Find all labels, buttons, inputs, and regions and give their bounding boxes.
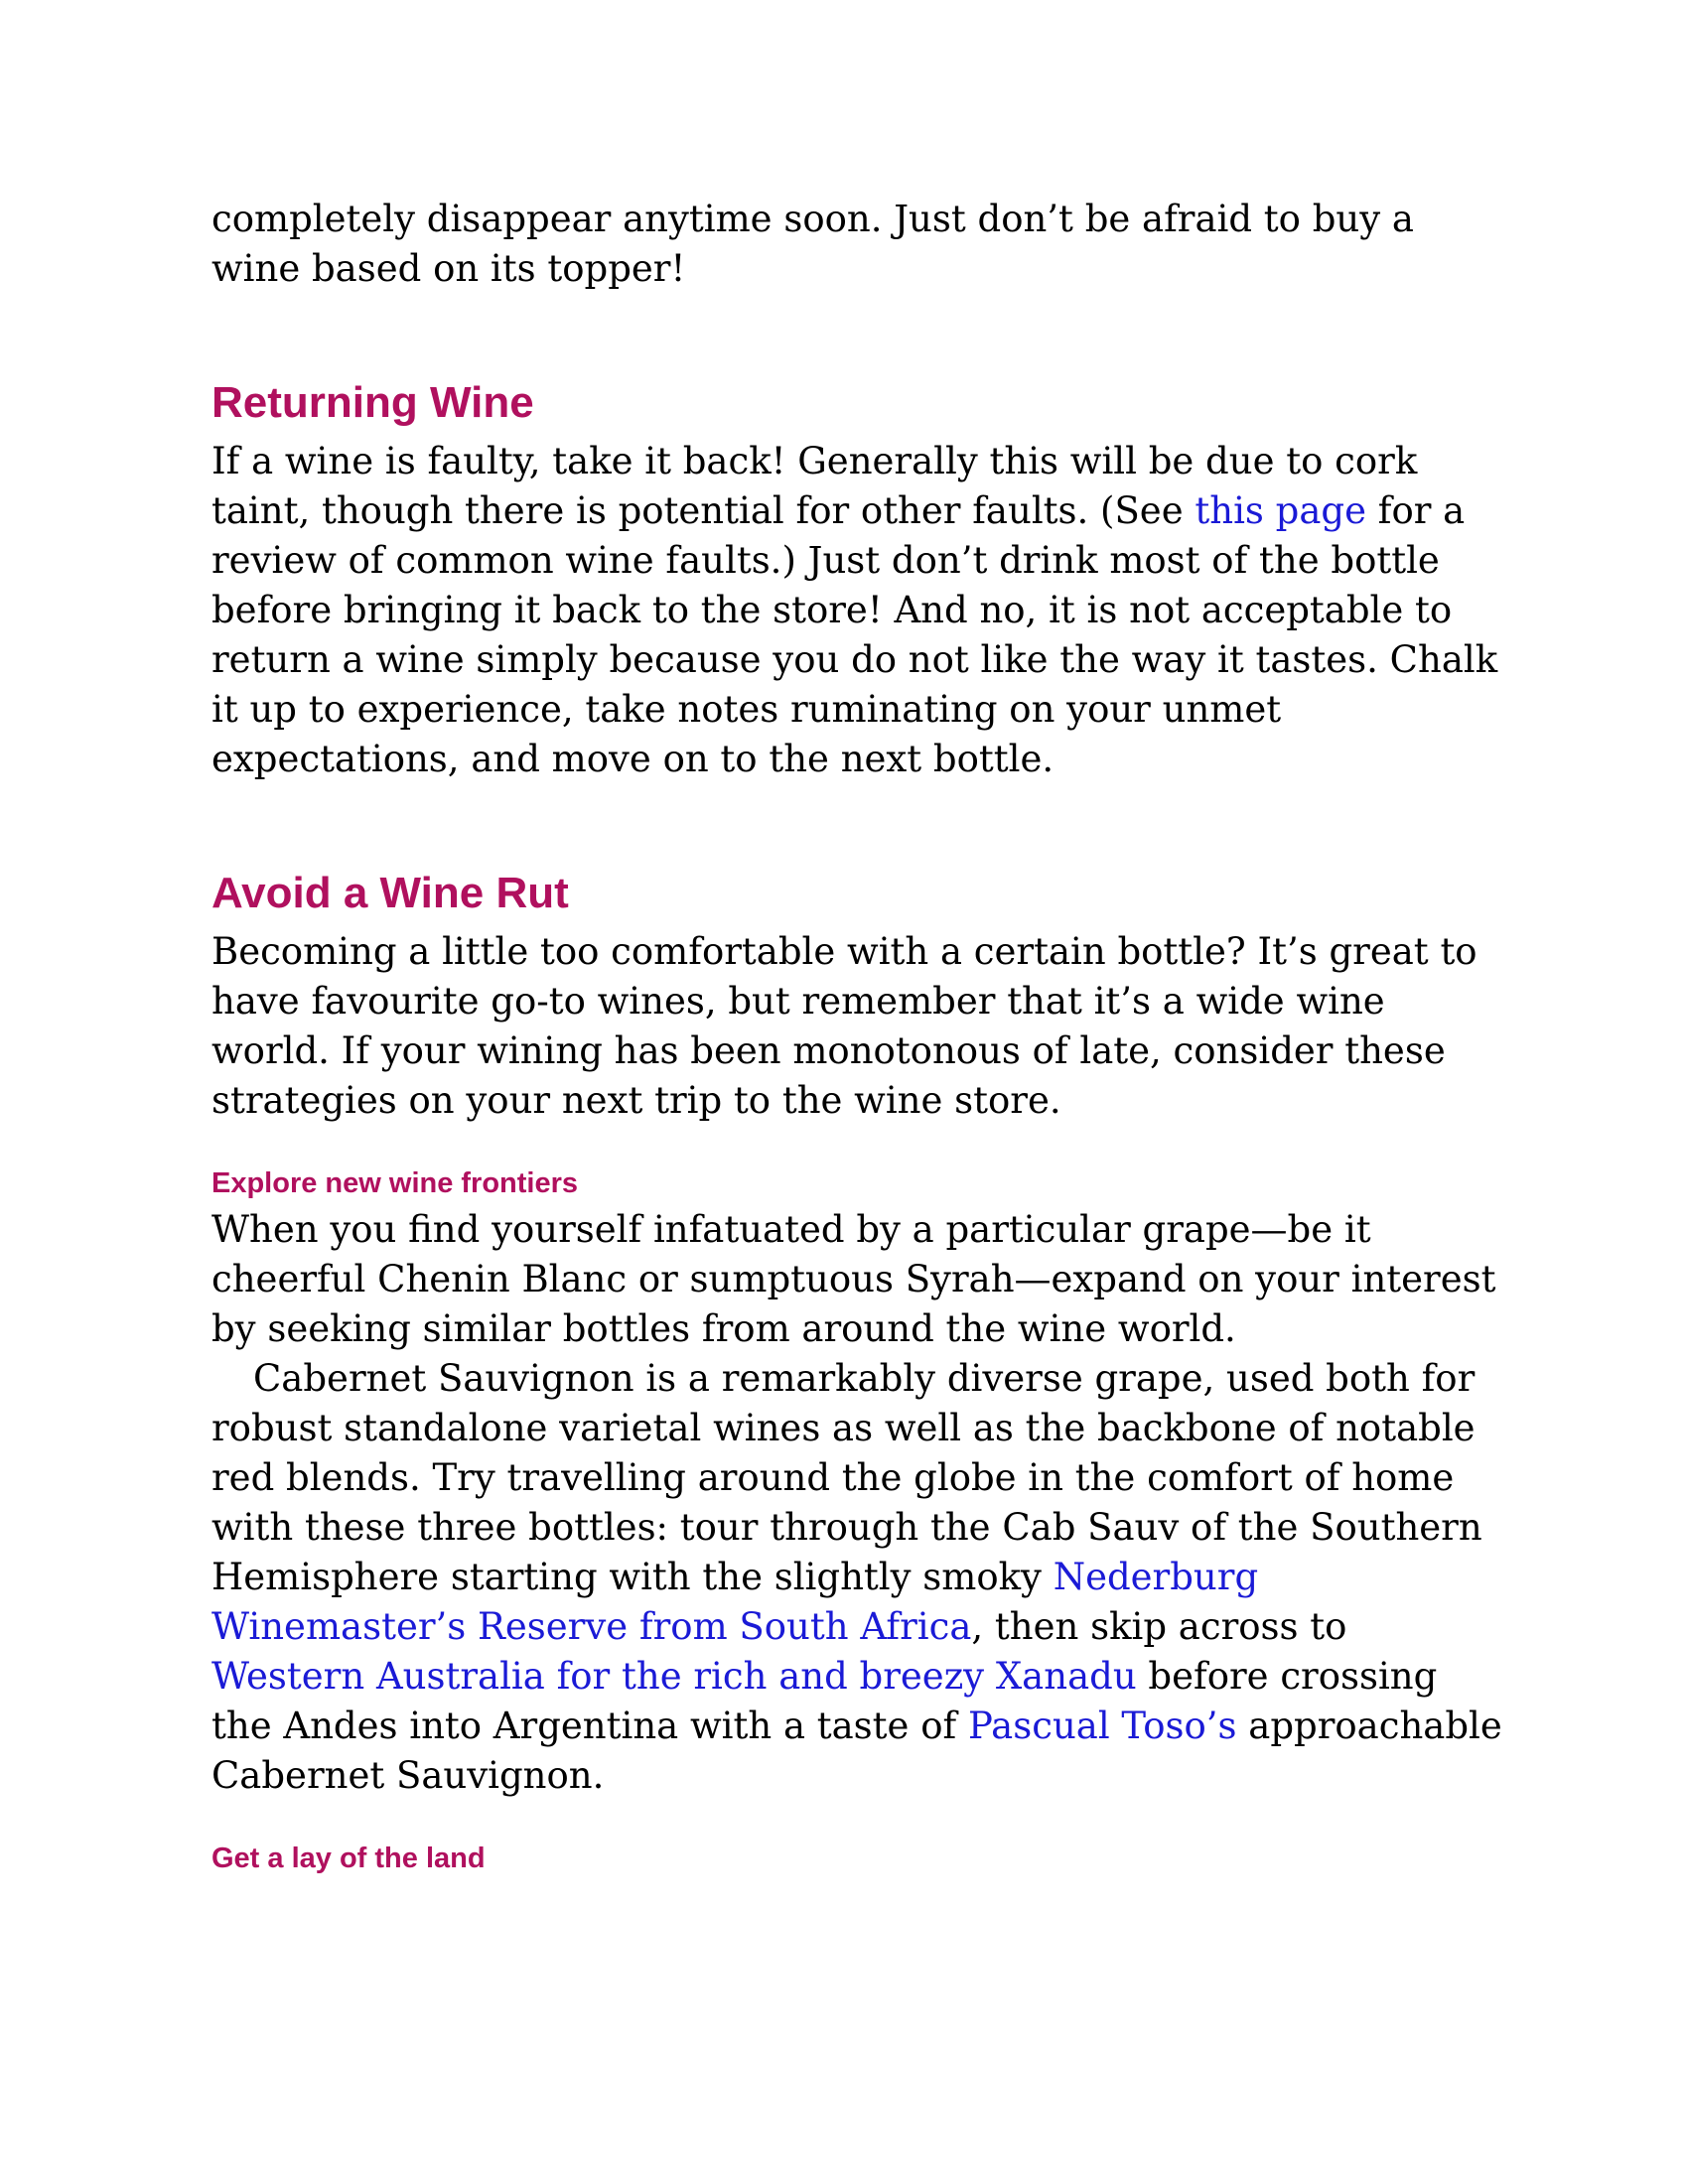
this-page-link[interactable]: this page: [1195, 489, 1366, 532]
explore-paragraph-1: When you find yourself infatuated by a particular grape—be it cheerful Chenin Blanc or sumptuous Syrah—expand on your interest by seeking similar bottles from around the wine world.: [211, 1208, 1496, 1350]
explore-paragraph-2: [211, 1354, 1502, 1801]
document-page: [211, 195, 1502, 1878]
explore-text-b: , then skip across to: [971, 1605, 1347, 1648]
intro-line-1: completely disappear anytime soon. Just don’t be afraid to buy a: [211, 198, 1414, 240]
explore-text-c: before crossing the Andes into Argentina with a taste of: [211, 1655, 1438, 1747]
avoid-wine-rut-paragraph: Becoming a little too comfortable with a certain bottle? It’s great to have favourite go-to wines, but remember that it’s a wide wine world. If your wining has been monotonous of late, consider these strategies on your next trip to the wine store.: [211, 930, 1477, 1122]
lay-of-land-heading: Get a lay of the land: [211, 1843, 486, 1874]
explore-text-d: approachable Cabernet Sauvignon.: [211, 1705, 1502, 1797]
returning-wine-heading: Returning Wine: [211, 378, 534, 427]
intro-line-2: wine based on its topper!: [211, 247, 686, 290]
pascual-toso-link[interactable]: Pascual Toso’s: [967, 1705, 1237, 1747]
intro-paragraph: [211, 195, 1502, 294]
returning-wine-paragraph: [211, 437, 1502, 784]
nederburg-link[interactable]: Nederburg Winemaster’s Reserve from South Africa: [211, 1556, 1259, 1648]
returning-text-after-link: for a review of common wine faults.) Just don’t drink most of the bottle before bringing it back to the store! And no, it is not acceptable to return a wine simply because you do not like the way it tastes. Chalk it up to experience, take notes ruminating on your unmet expectations, and move on to the next bottle.: [211, 489, 1498, 780]
xanadu-link[interactable]: Western Australia for the rich and breezy Xanadu: [211, 1655, 1137, 1698]
explore-frontiers-heading: Explore new wine frontiers: [211, 1167, 579, 1199]
returning-text-before-link: If a wine is faulty, take it back! Generally this will be due to cork taint, though there is potential for other faults. (See: [211, 440, 1418, 532]
avoid-wine-rut-heading: Avoid a Wine Rut: [211, 869, 569, 917]
explore-text-a: Cabernet Sauvignon is a remarkably diverse grape, used both for robust standalone varietal wines as well as the backbone of notable red blends. Try travelling around the globe in the comfort of home with these three bottles: tour through the Cab Sauv of the Southern Hemisphere starting with the slightly smoky: [211, 1357, 1482, 1598]
